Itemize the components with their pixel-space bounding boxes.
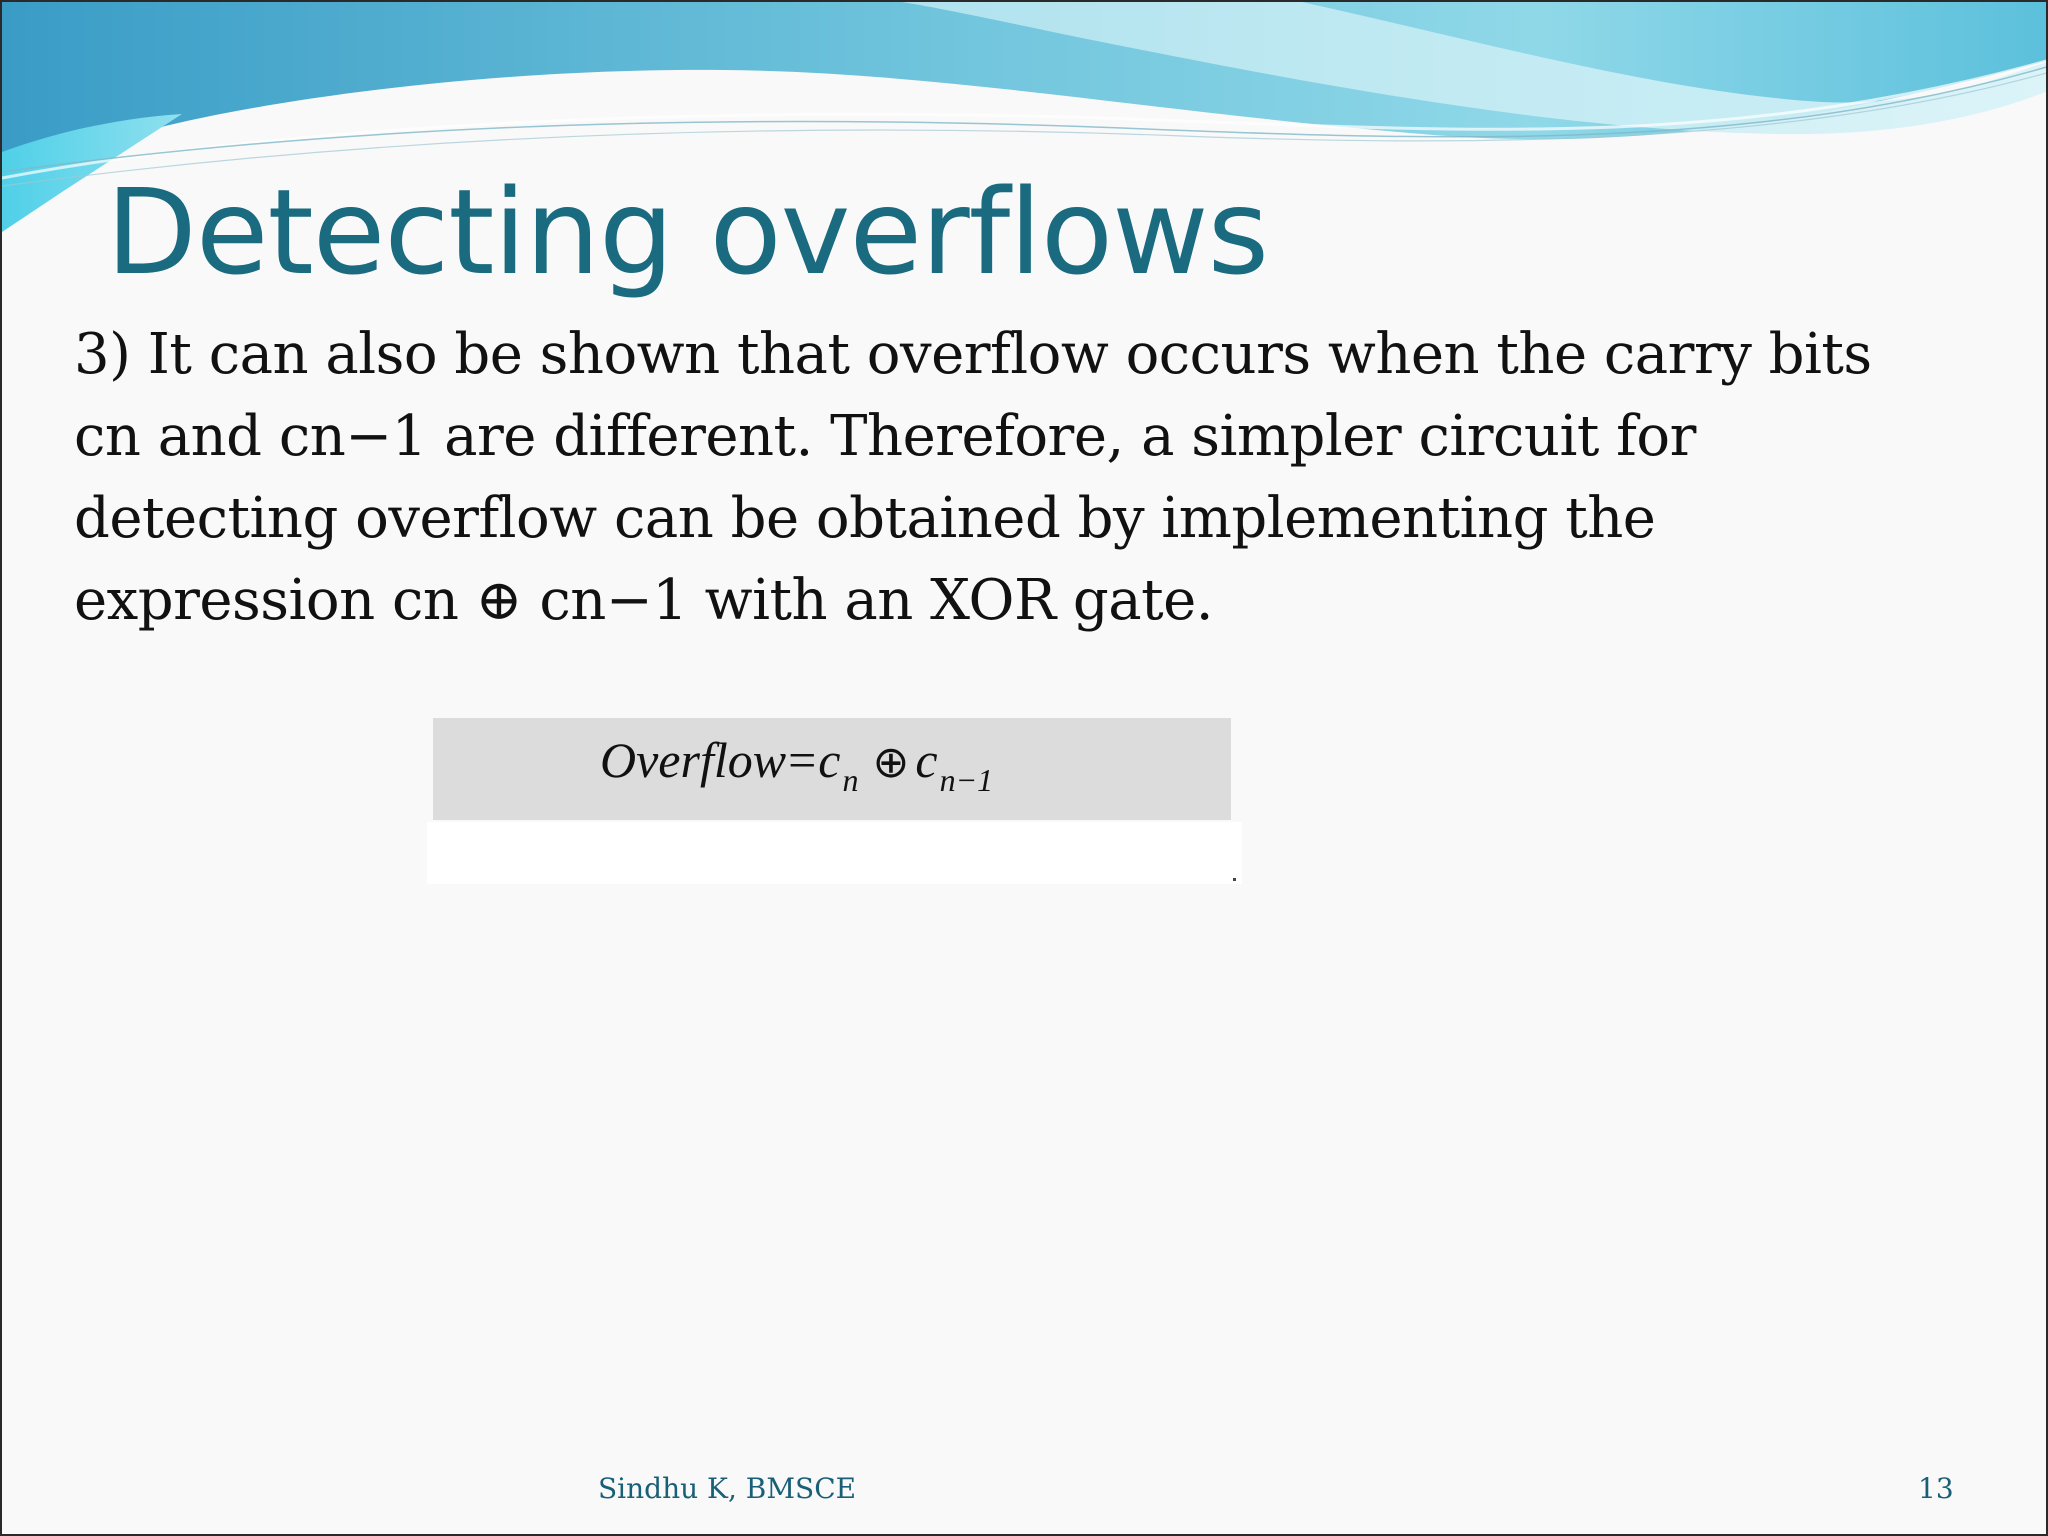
formula-lhs: Overflow	[600, 732, 787, 788]
xor-operator-icon: ⊕	[872, 738, 910, 787]
formula-sub-n-1: n−1	[939, 762, 994, 798]
body-paragraph	[74, 314, 1914, 642]
formula-image-artifact	[1233, 878, 1236, 881]
body-line: cn and cn−1 are different. Therefore, a simpler circuit for	[74, 404, 1696, 469]
page-number: 13	[1918, 1472, 1954, 1505]
overflow-formula	[600, 730, 993, 810]
formula-sub-n: n	[842, 762, 859, 798]
formula-image-margin	[427, 822, 1242, 884]
body-line: 3) It can also be shown that overflow occurs when the carry bits	[74, 322, 1872, 387]
footer-author: Sindhu K, BMSCE	[598, 1472, 857, 1505]
slide-title: Detecting overflows	[106, 163, 1269, 301]
formula-var-cn: c	[818, 732, 841, 788]
formula-var-cn-1: c	[915, 732, 938, 788]
formula-equals: =	[788, 732, 817, 788]
body-line: expression cn ⊕ cn−1 with an XOR gate.	[74, 568, 1214, 633]
body-line: detecting overflow can be obtained by implementing the	[74, 486, 1656, 551]
